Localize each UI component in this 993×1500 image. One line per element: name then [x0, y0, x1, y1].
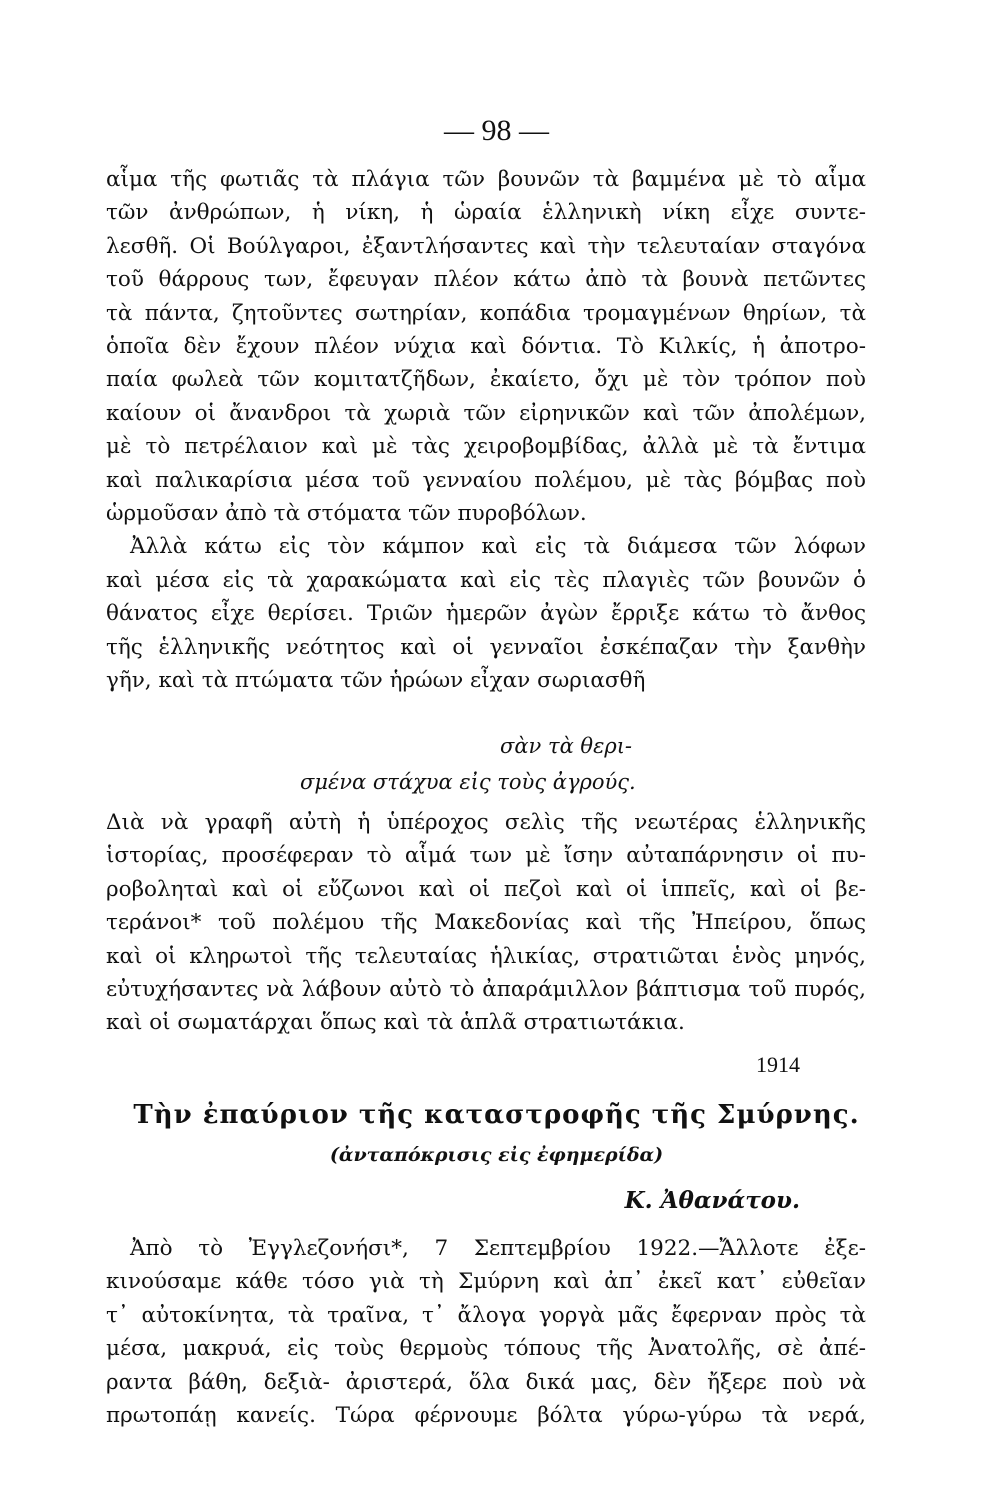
- text-line: Διὰ νὰ γραφῆ αὐτὴ ἡ ὑπέροχος σελὶς τῆς νεωτέρας ἑλληνικῆς: [106, 810, 866, 835]
- text-line: καὶ οἱ σωματάρχαι ὅπως καὶ τὰ ἁπλᾶ στρατιωτάκια.: [106, 1010, 685, 1036]
- text-line: τ᾿ αὐτοκίνητα, τὰ τραῖνα, τ᾿ ἄλογα γοργὰ μᾶς ἔφερναν πρὸς τὰ: [106, 1302, 866, 1328]
- text-line: ροβοληταὶ καὶ οἱ εὔζωνοι καὶ οἱ πεζοὶ καὶ οἱ ἱππεῖς, καὶ οἱ βε-: [106, 876, 866, 902]
- text-line: ὁποῖα δὲν ἔχουν πλέον νύχια καὶ δόντια. Τὸ Κιλκίς, ἡ ἀποτρο-: [106, 334, 866, 360]
- paragraph: [106, 1232, 866, 1432]
- passage-3: [106, 806, 866, 1040]
- text-line: καίουν οἱ ἄνανδροι τὰ χωριὰ τῶν εἰρηνικῶν καὶ τῶν ἀπολέμων,: [106, 400, 866, 426]
- paragraph: [106, 163, 866, 530]
- text-line: κινούσαμε κάθε τόσο γιὰ τὴ Σμύρνη καὶ ἀπ᾿ ἐκεῖ κατ᾿ εὐθεῖαν: [106, 1269, 866, 1295]
- text-line: παία φωλεὰ τῶν κομιτατζῆδων, ἐκαίετο, ὄχι μὲ τὸν τρόπον ποὺ: [106, 367, 866, 393]
- passage-1: [106, 163, 866, 698]
- text-line: μέσα, μακρυά, εἰς τοὺς θερμοὺς τόπους τῆς Ἀνατολῆς, σὲ ἀπέ-: [106, 1336, 866, 1362]
- article-body: [106, 1232, 866, 1432]
- text-line: τῶν ἀνθρώπων, ἡ νίκη, ἡ ὡραία ἑλληνικὴ νίκη εἶχε συντε-: [106, 200, 866, 226]
- date-line: 1914: [756, 1052, 800, 1077]
- text-line: αἷμα τῆς φωτιᾶς τὰ πλάγια τῶν βουνῶν τὰ βαμμένα μὲ τὸ αἷμα: [106, 167, 866, 192]
- text-line: καὶ οἱ κληρωτοὶ τῆς τελευταίας ἡλικίας, στρατιῶται ἑνὸς μηνός,: [106, 943, 866, 969]
- text-line: τοῦ θάρρους των, ἔφευγαν πλέον κάτω ἀπὸ τὰ βουνὰ πετῶντες: [106, 267, 866, 293]
- text-line: ἱστορίας, προσέφεραν τὸ αἷμά των μὲ ἴσην αὐταπάρνησιν οἱ πυ-: [106, 843, 866, 869]
- text-line: εὐτυχήσαντες νὰ λάβουν αὐτὸ τὸ ἀπαράμιλλον βάπτισμα τοῦ πυρός,: [106, 977, 866, 1003]
- paragraph: [106, 530, 866, 697]
- text-line: τῆς ἑλληνικῆς νεότητος καὶ οἱ γενναῖοι ἐσκέπαζαν τὴν ξανθὴν: [106, 634, 866, 660]
- text-line: Ἀπὸ τὸ Ἐγγλεζονήσι*, 7 Σεπτεμβρίου 1922.—Ἄλλοτε ἐξε-: [130, 1236, 866, 1261]
- text-line: τεράνοι* τοῦ πολέμου τῆς Μακεδονίας καὶ τῆς Ἠπείρου, ὅπως: [106, 910, 866, 936]
- text-line: Ἀλλὰ κάτω εἰς τὸν κάμπον καὶ εἰς τὰ διάμεσα τῶν λόφων: [130, 534, 866, 560]
- verse-line: σμένα στάχυα εἰς τοὺς ἀγρούς.: [300, 770, 636, 794]
- text-line: θάνατος εἶχε θερίσει. Τριῶν ἡμερῶν ἀγὼν ἔρριξε κάτω τὸ ἄνθος: [106, 601, 866, 627]
- text-line: λεσθῆ. Οἱ Βούλγαροι, ἐξαντλήσαντες καὶ τὴν τελευταίαν σταγόνα: [106, 233, 866, 259]
- text-line: τὰ πάντα, ζητοῦντες σωτηρίαν, κοπάδια τρομαγμένων θηρίων, τὰ: [106, 300, 866, 326]
- text-line: καὶ παλικαρίσια μέσα τοῦ γενναίου πολέμου, μὲ τὰς βόμβας ποὺ: [106, 467, 866, 493]
- text-line: μὲ τὸ πετρέλαιον καὶ μὲ τὰς χειροβομβίδας, ἀλλὰ μὲ τὰ ἔντιμα: [106, 434, 866, 460]
- article-title: Τὴν ἐπαύριον τῆς καταστροφῆς τῆς Σμύρνης.: [133, 1100, 860, 1130]
- article-subtitle: (ἀνταπόκρισις εἰς ἐφημερίδα): [329, 1144, 664, 1166]
- text-line: καὶ μέσα εἰς τὰ χαρακώματα καὶ εἰς τὲς πλαγιὲς τῶν βουνῶν ὁ: [106, 567, 866, 593]
- paragraph: [106, 806, 866, 1040]
- text-line: ραντα βάθη, δεξιὰ- ἀριστερά, ὅλα δικά μας, δὲν ἤξερε ποὺ νὰ: [106, 1369, 866, 1395]
- text-line: ὡρμοῦσαν ἀπὸ τὰ στόματα τῶν πυροβόλων.: [106, 501, 587, 527]
- article-author: Κ. Ἀθανάτου.: [624, 1187, 800, 1214]
- text-line: πρωτοπάῃ κανείς. Τώρα φέρνουμε βόλτα γύρω-γύρω τὰ νερά,: [106, 1403, 866, 1429]
- text-line: γῆν, καὶ τὰ πτώματα τῶν ἡρώων εἶχαν σωριασθῆ: [106, 668, 646, 694]
- page-number: — 98 —: [444, 114, 549, 147]
- verse-line: σὰν τὰ θερι-: [500, 734, 633, 758]
